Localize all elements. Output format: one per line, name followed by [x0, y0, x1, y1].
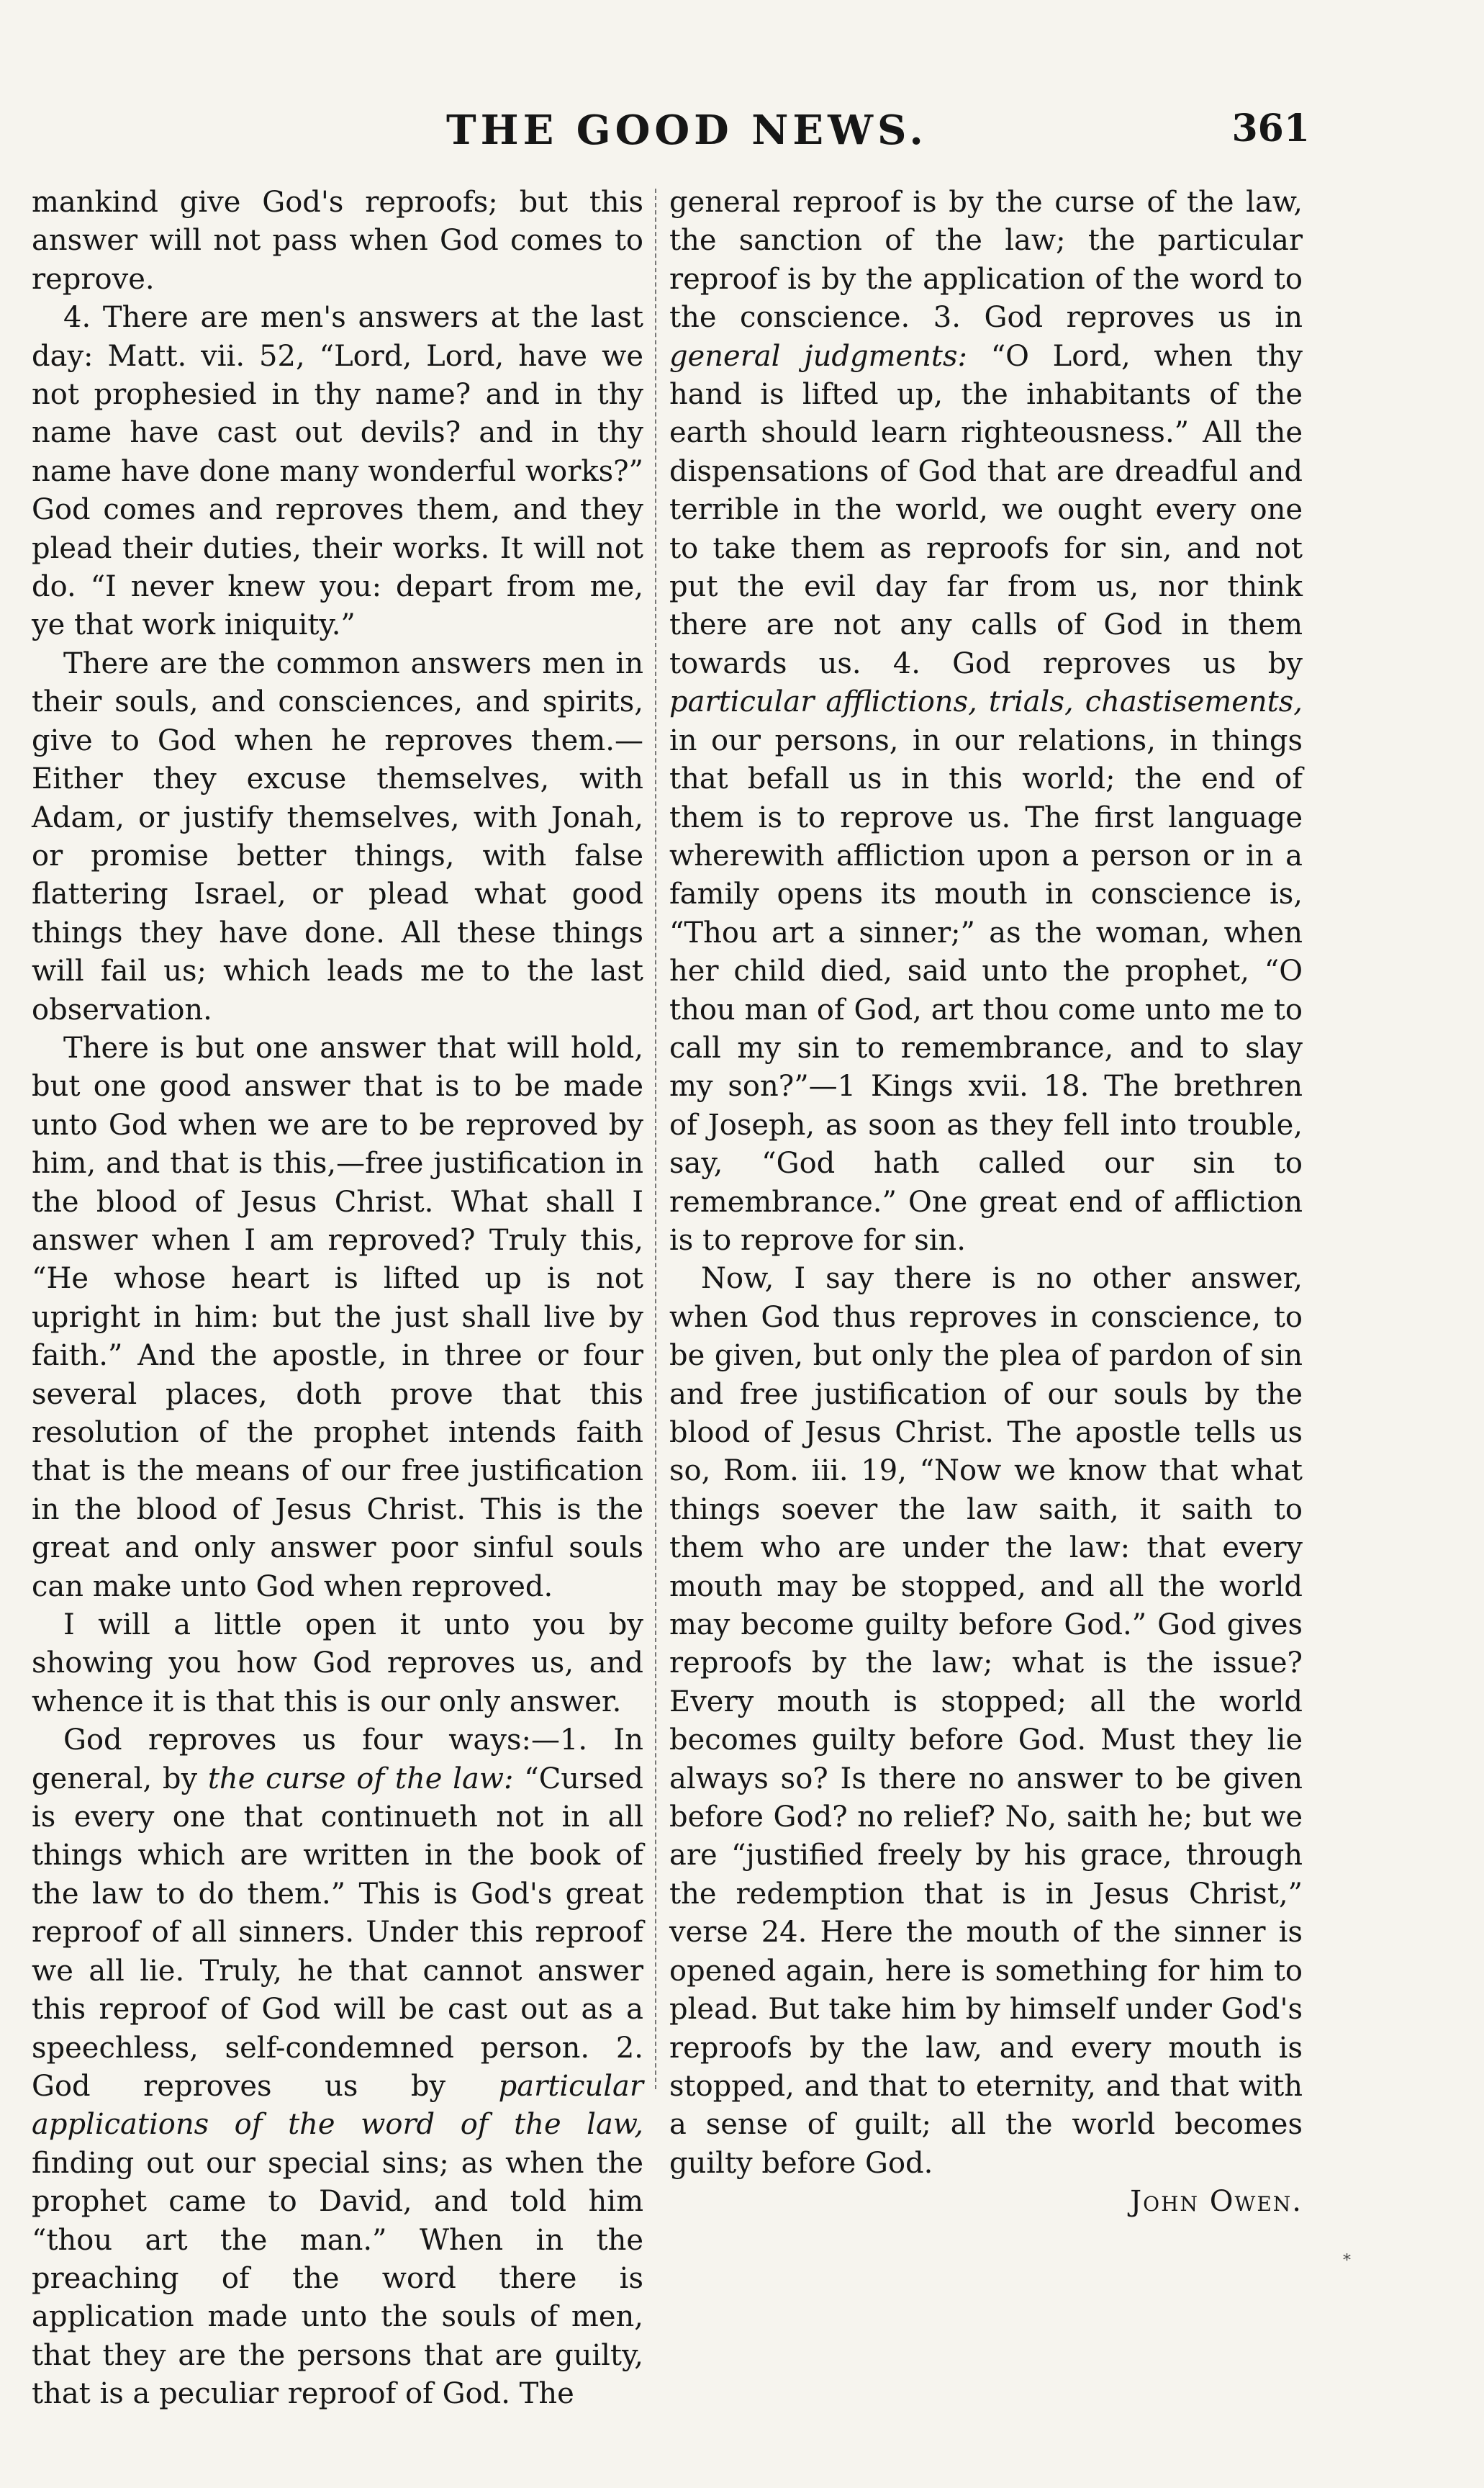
- paragraph: [669, 184, 1303, 1260]
- text-run: God reproves us four ways:—1. In general, by: [32, 1723, 643, 1795]
- italic-phrase: particular afflictions, trials, chastisements,: [669, 685, 1303, 719]
- left-column: [32, 184, 643, 2414]
- page-header: [43, 107, 1310, 164]
- text-run: finding out our special sins; as when the prophet came to David, and told him “thou art the man.” When in the preaching of the word there is application made unto the souls of men, that they are the persons that are guilty, that is a peculiar reproof of God. The: [32, 2146, 643, 2411]
- author-signature: John Owen.: [1130, 2185, 1303, 2219]
- page-number: 361: [1231, 107, 1310, 150]
- text-run: “Cursed is every one that continueth not in all things which are written in the book of the law to do them.” This is God's great reproof of all sinners. Under this reproof we all lie. Truly, he that cannot answer this reproof of God will be cast out as a speechless, self-condemned person. 2. God reproves us by: [32, 1762, 643, 2103]
- text-run: in our persons, in our relations, in things that befall us in this world; the end of them is to reprove us. The first language wherewith affliction upon a person or in a family opens its mouth in conscience is, “Thou art a sinner;” as the woman, when her child died, said unto the prophet, “O thou man of God, art thou come unto me to call my sin to remembrance, and to slay my son?”—1 Kings xvii. 18. The brethren of Joseph, as soon as they fell into trouble, say, “God hath called our sin to remembrance.” One great end of affliction is to reprove for sin.: [669, 724, 1303, 1257]
- italic-phrase: general judgments:: [669, 339, 967, 373]
- right-column: [669, 184, 1303, 2222]
- italic-phrase: the curse of the law:: [207, 1762, 514, 1795]
- text-run: “O Lord, when thy hand is lifted up, the inhabitants of the earth should learn righteousness.” All the dispensations of God that are dreadful and terrible in the world, we ought every one to take them as reproofs for sin, and not put the evil day far from us, nor think there are not any calls of God in them towards us. 4. God reproves us by: [669, 339, 1303, 680]
- paragraph: There are the common answers men in their souls, and consciences, and spirits, give to God when he reproves them.—Either they excuse themselves, with Adam, or justify themselves, with Jonah, or promise better things, with false flattering Israel, or plead what good things they have done. All these things will fail us; which leads me to the last observation.: [32, 646, 643, 1027]
- paragraph: There is but one answer that will hold, but one good answer that is to be made unto God when we are to be reproved by him, and that is this,—free justification in the blood of Jesus Christ. What shall I answer when I am reproved? Truly this, “He whose heart is lifted up is not upright in him: but the just shall live by faith.” And the apostle, in three or four several places, doth prove that this resolution of the prophet intends faith that is the means of our free justification in the blood of Jesus Christ. This is the great and only answer poor sinful souls can make unto God when reproved.: [32, 1031, 643, 1603]
- italic-phrase: particular applications of the word of the law,: [32, 2069, 643, 2142]
- running-title: THE GOOD NEWS.: [446, 107, 928, 154]
- paragraph: 4. There are men's answers at the last day: Matt. vii. 52, “Lord, Lord, have we not prophesied in thy name? and in thy name have cast out devils? and in thy name have done many wonderful works?” God comes and reproves them, and they plead their duties, their works. It will not do. “I never knew you: depart from me, ye that work iniquity.”: [32, 301, 643, 642]
- paragraph: Now, I say there is no other answer, when God thus reproves in conscience, to be given, but only the plea of pardon of sin and free justification of our souls by the blood of Jesus Christ. The apostle tells us so, Rom. iii. 19, “Now we know that what things soever the law saith, it saith to them who are under the law: that every mouth may be stopped, and all the world may become guilty before God.” God gives reproofs by the law; what is the issue? Every mouth is stopped; all the world becomes guilty before God. Must they lie always so? Is there no answer to be given before God? no relief? No, saith he; but we are “justified freely by his grace, through the redemption that is in Jesus Christ,” verse 24. Here the mouth of the sinner is opened again, here is something for him to plead. But take him by himself under God's reproofs by the law, and every mouth is stopped, and that to eternity, and that with a sense of guilt; all the world becomes guilty before God.: [669, 1262, 1303, 2180]
- paragraph: [32, 1721, 643, 2413]
- printer-mark: *: [1343, 2252, 1351, 2270]
- column-divider: [655, 189, 656, 2089]
- paragraph: mankind give God's reproofs; but this answer will not pass when God comes to reprove.: [32, 186, 643, 296]
- paragraph: I will a little open it unto you by showing you how God reproves us, and whence it is that this is our only answer.: [32, 1608, 643, 1718]
- text-run: general reproof is by the curse of the law, the sanction of the law; the particular reproof is by the application of the word to the conscience. 3. God reproves us in: [669, 186, 1303, 335]
